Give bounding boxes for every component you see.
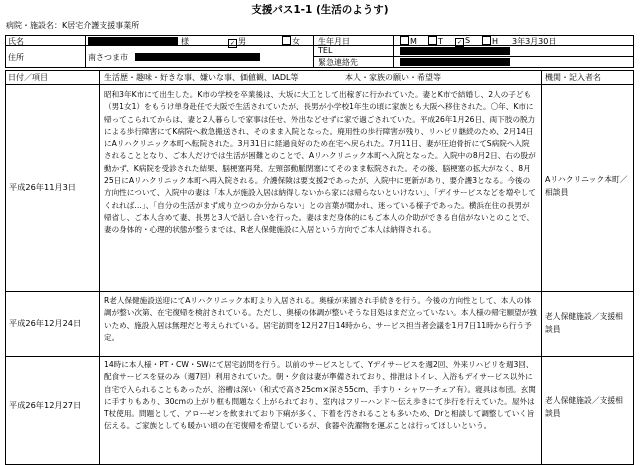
tel-label: TEL — [318, 46, 333, 55]
name-suffix: 様 — [181, 37, 189, 46]
entry-date: 平成26年12月24日 — [9, 318, 82, 328]
era-h-checkbox[interactable] — [482, 36, 491, 45]
era-t-option[interactable]: T — [428, 36, 443, 46]
entry-text: 昭和3年K市にて出生した。K市の学校を卒業後は、大坂に大工として出稼ぎに行かれていた。妻とK市で結婚し、2人の子ども（男1女1）をもうけ単身赴任で大阪で生活されていたが、長男が小学校1年生の頃に家族とも大阪へ移住された。〇年、K市に帰ってこられてからは、妻と2人暮らしで家事は任せ、外出などせずに家で過ごされていた。平成26年1月26日、両下肢の脱力による歩行障害にてK病院へ救急搬送され、そのまま入院となった。廃用性の歩行障害が残り、リハビリ継続のため、2月14日にAリハクリニック本町へ転院された。3月31日に経過良好のため在宅へ戻られた。7月11日、妻が圧迫骨折にてS病院へ入院されることとなり、ご本人だけでは生活が困難とのことで、Aリハクリニック本町へ入院となった。入院中の8月2日、右の股が動かず、K病院を受診された結果、脳梗塞再発、左頸部動脈閉塞にてそのまま転院された。その後、脳梗塞の拡大がなく、8月25日にAリハクリニック本町へ再入院される。介護保険は要支援2であったが、入院中に更新があり、要介護3となる。今後の方向性について、入院中の妻は「本人が施設入居は納得しないから家には帰らないといけない」、「デイサービスなどを増やしてくれれば…」、「自分の生活がまず成り立つのか分からない」との言葉が聞かれ、迷っている様子であった。横浜在住の長男が帰省し、ご本人含めて妻、長男と3人で話し合いを行った。妻はまだ身体的にもご本人の介助ができる自信がないとのことで、妻の身体的・心理的状態が整うまでは、R老人保健施設に入居という方向でご本人は納得される。 — [104, 90, 536, 235]
emergency-contact-label: 緊急連絡先 — [318, 58, 358, 67]
gender-male-option[interactable]: ✓ 男 — [229, 37, 246, 47]
column-header-staff: 機関・記入者名 — [545, 73, 601, 82]
era-h-option[interactable]: H — [482, 36, 498, 46]
redacted-emergency-contact — [400, 58, 510, 66]
entry-text: 14時に本人様・PT・CW・SWにて居宅訪問を行う。以前のサービスとして、Yデイサービスを週2回、外来リハビリを週3回、配食サービスを昼のみ（週7回）利用されていた。朝・夕食は妻が準備されており、排泄はトイレ、入浴もデイサービス以外に自宅で入られることもあったが、浴槽は深い（和式で高さ25cm×深さ55cm、手すり・シャワーチェア有）。寝具は布団。玄関に手すりもあり、30cmの上がり框も問題なく上がられており、室内はフリーハンド～伝え歩きにて歩行を行えていた。屋外はT杖使用。問題として、アローゼンを飲まれており下痢が多く、下着を汚されることも多いため、Drと相談して調整していく旨伝える。ご家族としても暖かい頃の在宅復帰を希望しているが、食器や洗濯物を運ぶことは行ってほしいという。 — [104, 360, 536, 431]
redacted-address — [135, 53, 260, 61]
redacted-name — [88, 37, 178, 45]
entry-date: 平成26年12月27日 — [9, 400, 82, 410]
column-header-date: 日付／項目 — [8, 73, 48, 82]
entry-staff: 老人保健施設／支援相談員 — [545, 312, 623, 334]
birth-date-value: 3年3月30日 — [512, 37, 557, 46]
column-header-life-history: 生活歴・趣味・好きな事、嫌いな事、価値観、IADL等 — [104, 73, 299, 82]
entry-date: 平成26年11月3日 — [9, 182, 76, 192]
entry-staff: Aリハクリニック本町／相談員 — [545, 175, 628, 197]
entry-staff: 老人保健施設／支援相談員 — [545, 396, 623, 418]
entry-text: R老人保健施設送迎にてAリハクリニック本町より入居される。奥様が来園され手続きを行う。今後の方向性として、本人の体調が整い次第、在宅復帰を検討されている。ただし、奥様の体調が整いそうな目処はまだ立っていない。本人様の帰宅願望が強いため、施設入居は無理だと考えられている。居宅訪問を12月27日14時から、サービス担当者会議を1月7日11時から行う予定。 — [104, 296, 537, 342]
era-m-option[interactable]: M — [400, 36, 417, 46]
name-label: 氏名 — [8, 37, 24, 46]
era-s-option[interactable]: ✓ S — [456, 36, 471, 46]
female-checkbox[interactable] — [282, 36, 291, 45]
birth-label: 生年月日 — [318, 37, 350, 46]
page-title: 支援パス1-1 (生活のようす) — [251, 4, 389, 16]
gender-female-option[interactable]: 女 — [282, 36, 300, 47]
redacted-tel — [400, 47, 510, 55]
era-m-checkbox[interactable] — [400, 36, 409, 45]
address-value: 南さつま市 — [88, 53, 128, 62]
era-t-checkbox[interactable] — [428, 36, 437, 45]
facility-name: 病院・施設名：K居宅介護支援事業所 — [6, 21, 140, 30]
male-checkbox[interactable]: ✓ — [229, 40, 236, 47]
column-header-wishes: 本人・家族の願い・希望等 — [345, 73, 441, 82]
era-s-checkbox[interactable]: ✓ — [456, 39, 463, 46]
address-label: 住所 — [8, 53, 24, 62]
